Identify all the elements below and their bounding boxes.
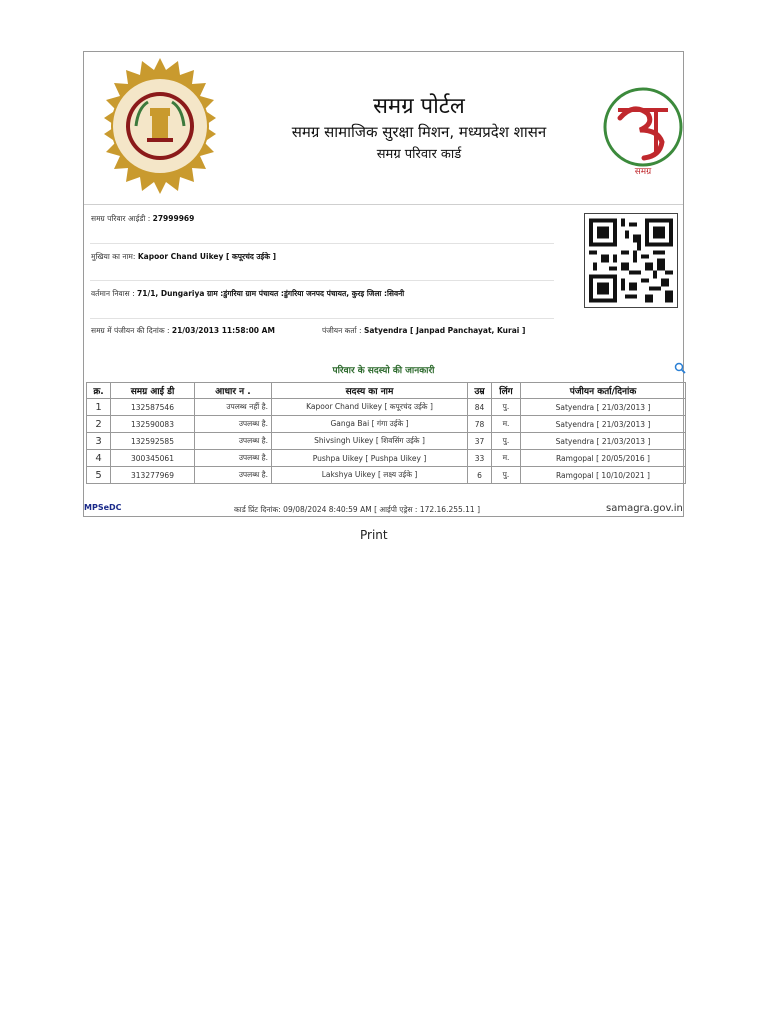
col-header-age: उम्र: [468, 383, 492, 399]
cell-serial: 1: [87, 399, 111, 416]
card-header: [84, 52, 683, 205]
cell-registrar-date: Ramgopal [ 10/10/2021 ]: [521, 467, 686, 484]
divider: [90, 243, 554, 244]
samagra-logo: [600, 84, 686, 178]
cell-age: 6: [468, 467, 492, 484]
cell-age: 33: [468, 450, 492, 467]
table-header-row: [87, 383, 686, 399]
cell-member-name: Lakshya Uikey [ लक्ष्य उईके ]: [272, 467, 468, 484]
family-id-row: [91, 214, 194, 224]
search-icon[interactable]: [674, 362, 686, 374]
mp-government-emblem: [90, 56, 230, 196]
head-row: [91, 252, 276, 262]
cell-serial: 5: [87, 467, 111, 484]
address-row: [91, 289, 404, 299]
address-value: 71/1, Dungariya ग्राम :डुंगरिया ग्राम पंचायत :डुंगरिया जनपद पंचायत, कुरइ जिला :सिवनी: [137, 289, 405, 298]
cell-member-name: Shivsingh Uikey [ शिवसिंग उईके ]: [272, 433, 468, 450]
table-row: [87, 433, 686, 450]
cell-gender: पु.: [492, 467, 521, 484]
members-table: [86, 382, 686, 484]
cell-serial: 3: [87, 433, 111, 450]
cell-aadhaar: उपलब्ध है.: [195, 433, 272, 450]
cell-samagra-id: 313277969: [111, 467, 195, 484]
reg-date-label: समग्र में पंजीयन की दिनांक :: [91, 326, 172, 335]
table-row: [87, 467, 686, 484]
col-header-gender: लिंग: [492, 383, 521, 399]
cell-gender: पु.: [492, 399, 521, 416]
cell-age: 84: [468, 399, 492, 416]
mpsedc-logo: MPSeDC: [84, 503, 122, 512]
cell-registrar-date: Satyendra [ 21/03/2013 ]: [521, 399, 686, 416]
address-label: वर्तमान निवास :: [91, 289, 138, 298]
cell-samagra-id: 132592585: [111, 433, 195, 450]
divider: [90, 280, 554, 281]
head-value: Kapoor Chand Uikey [ कपूरचंद उईके ]: [137, 252, 277, 261]
cell-registrar-date: Ramgopal [ 20/05/2016 ]: [521, 450, 686, 467]
table-row: [87, 450, 686, 467]
cell-aadhaar: उपलब्ध नहीं है.: [195, 399, 272, 416]
cell-member-name: Kapoor Chand Uikey [ कपूरचंद उईके ]: [272, 399, 468, 416]
cell-age: 78: [468, 416, 492, 433]
cell-samagra-id: 132590083: [111, 416, 195, 433]
logo-caption: समग्र: [634, 167, 652, 177]
col-header-member-name: सदस्य का नाम: [272, 383, 468, 399]
cell-samagra-id: 300345061: [111, 450, 195, 467]
col-header-registrar-date: पंजीयन कर्ता/दिनांक: [521, 383, 686, 399]
registrar-value: Satyendra [ Janpad Panchayat, Kurai ]: [363, 326, 526, 335]
qr-code: [584, 213, 678, 308]
col-header-aadhaar: आधार न .: [195, 383, 272, 399]
cell-serial: 4: [87, 450, 111, 467]
cell-age: 37: [468, 433, 492, 450]
print-info: कार्ड प्रिंट दिनांक: 09/08/2024 8:40:59 AM [ आईपी एड्रेस : 172.16.255.11 ]: [234, 505, 481, 514]
head-label: मुखिया का नाम:: [91, 252, 138, 261]
divider: [90, 318, 554, 319]
cell-registrar-date: Satyendra [ 21/03/2013 ]: [521, 416, 686, 433]
table-row: [87, 416, 686, 433]
reg-date-value: 21/03/2013 11:58:00 AM: [171, 326, 275, 335]
family-id-value: 27999969: [152, 214, 195, 223]
portal-title: समग्र पोर्टल: [373, 94, 465, 119]
cell-aadhaar: उपलब्ध है.: [195, 416, 272, 433]
cell-gender: म.: [492, 450, 521, 467]
cell-member-name: Ganga Bai [ गंगा उईके ]: [272, 416, 468, 433]
cell-serial: 2: [87, 416, 111, 433]
cell-member-name: Pushpa Uikey [ Pushpa Uikey ]: [272, 450, 468, 467]
cell-samagra-id: 132587546: [111, 399, 195, 416]
print-button[interactable]: Print: [360, 528, 388, 542]
col-header-serial: क्र.: [87, 383, 111, 399]
mission-subtitle: समग्र सामाजिक सुरक्षा मिशन, मध्यप्रदेश शासन: [291, 123, 547, 141]
members-section-title: परिवार के सदस्यो की जानकारी: [332, 366, 435, 376]
registrar-row: [322, 326, 525, 336]
col-header-samagra-id: समग्र आई डी: [111, 383, 195, 399]
site-url: samagra.gov.in: [606, 503, 683, 514]
card-type-title: समग्र परिवार कार्ड: [376, 147, 462, 162]
registration-row: [91, 326, 275, 336]
cell-gender: पु.: [492, 433, 521, 450]
table-row: [87, 399, 686, 416]
family-id-label: समग्र परिवार आईडी :: [91, 214, 153, 223]
registrar-label: पंजीयन कर्ता :: [322, 326, 364, 335]
samagra-family-card: [83, 51, 684, 517]
cell-registrar-date: Satyendra [ 21/03/2013 ]: [521, 433, 686, 450]
qr-code-image: [589, 218, 673, 303]
cell-aadhaar: उपलब्ध है.: [195, 467, 272, 484]
cell-gender: म.: [492, 416, 521, 433]
cell-aadhaar: उपलब्ध है.: [195, 450, 272, 467]
